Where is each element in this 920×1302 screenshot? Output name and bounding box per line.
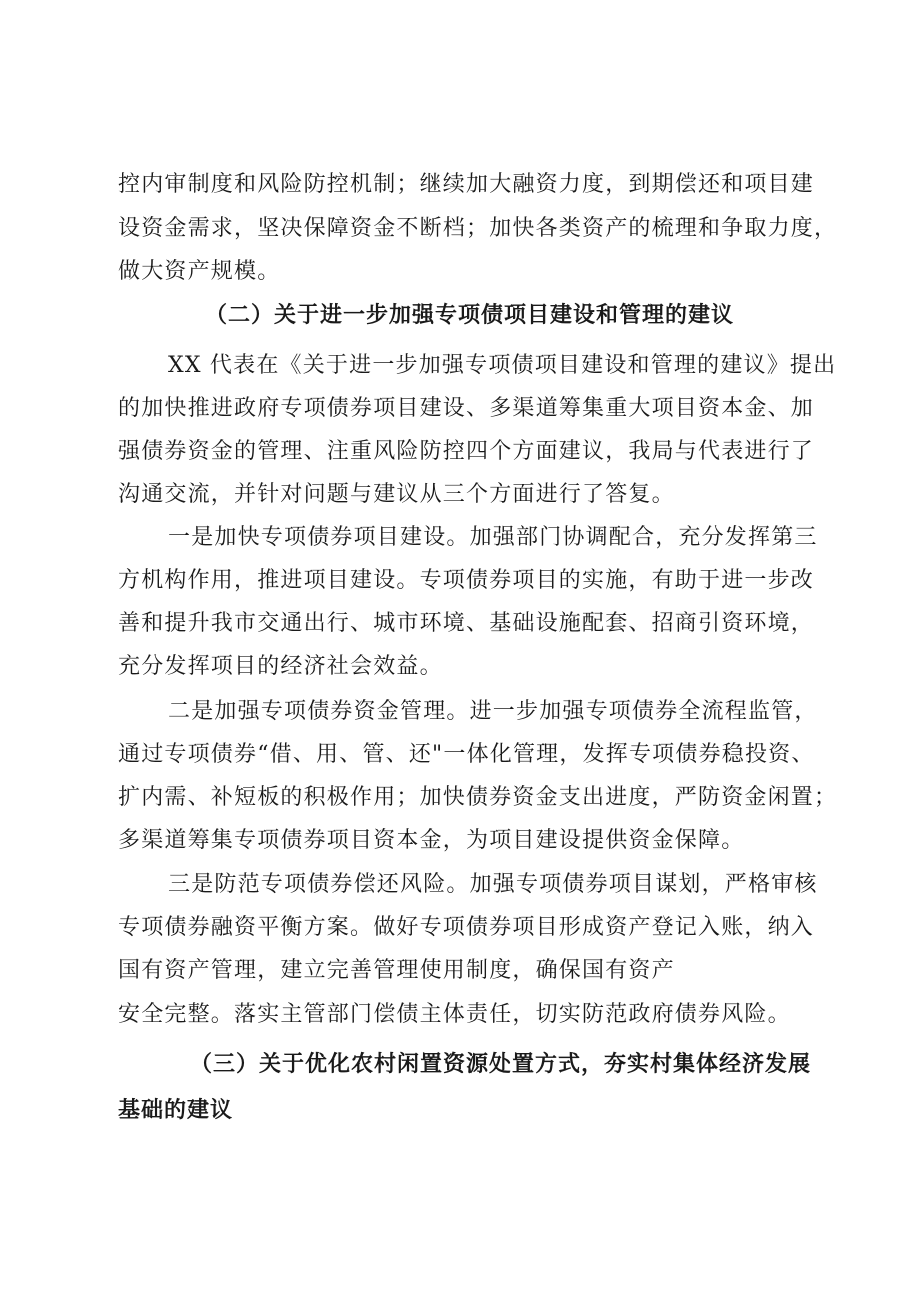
- paragraph-line: XX 代表在《关于进一步加强专项债项目建设和管理的建议》提出: [168, 353, 837, 378]
- paragraph-line: 的加快推进政府专项债券项目建设、多渠道筹集重大项目资本金、加: [118, 396, 815, 421]
- paragraph-line: 方机构作用，推进项目建设。专项债券项目的实施，有助于进一步改: [118, 568, 815, 593]
- paragraph-line: 多渠道筹集专项债券项目资本金，为项目建设提供资金保障。: [118, 828, 745, 853]
- paragraph-line: 通过专项债券“借、用、管、还"一体化管理，发挥专项债券稳投资、: [118, 742, 815, 767]
- paragraph-line: 善和提升我市交通出行、城市环境、基础设施配套、招商引资环境，: [118, 611, 815, 636]
- paragraph-line: 强债券资金的管理、注重风险防控四个方面建议，我局与代表进行了: [118, 439, 815, 464]
- paragraph-line: 控内审制度和风险防控机制；继续加大融资力度，到期偿还和项目建: [118, 172, 815, 197]
- paragraph-line: 扩内需、补短板的积极作用；加快债券资金支出进度，严防资金闲置；: [118, 785, 838, 810]
- paragraph-line: 沟通交流，并针对问题与建议从三个方面进行了答复。: [118, 482, 675, 507]
- paragraph-line: 国有资产管理，建立完善管理使用制度，确保国有资产: [118, 958, 675, 983]
- paragraph-line: 专项债券融资平衡方案。做好专项债券项目形成资产登记入账，纳入: [118, 915, 815, 940]
- paragraph-line: 安全完整。落实主管部门偿债主体责任，切实防范政府债券风险。: [118, 1002, 791, 1027]
- paragraph-line: 三是防范专项债券偿还风险。加强专项债券项目谋划，严格审核: [168, 872, 818, 897]
- section-heading-2: （二）关于进一步加强专项债项目建设和管理的建议: [205, 303, 735, 328]
- paragraph-line: 一是加快专项债券项目建设。加强部门协调配合，充分发挥第三: [168, 525, 818, 550]
- paragraph-line: 二是加强专项债券资金管理。进一步加强专项债券全流程监管，: [168, 699, 818, 724]
- section-heading-3-cont: 基础的建议: [118, 1098, 234, 1123]
- paragraph-line: 设资金需求，坚决保障资金不断档；加快各类资产的梳理和争取力度，: [118, 216, 838, 241]
- paragraph-line: 充分发挥项目的经济社会效益。: [118, 654, 443, 679]
- paragraph-line: 做大资产规模。: [118, 259, 281, 284]
- section-heading-3: （三）关于优化农村闲置资源处置方式，夯实村集体经济发展: [190, 1052, 812, 1077]
